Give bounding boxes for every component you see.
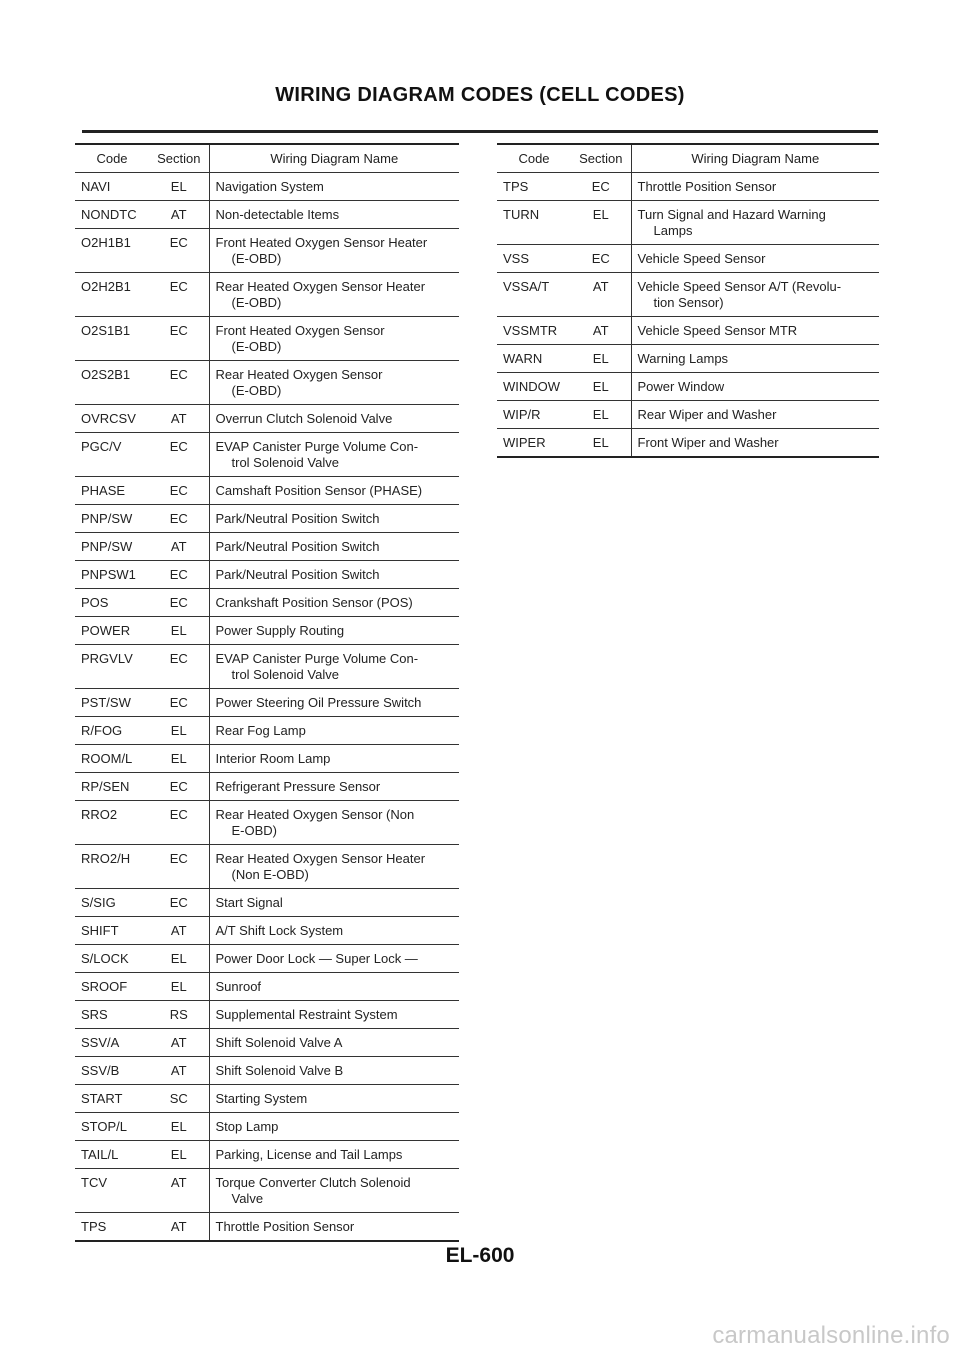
diagram-name-line: Lamps	[653, 223, 693, 238]
cell-diagram-name	[209, 361, 459, 405]
cell-code: S/SIG	[75, 889, 149, 917]
table-row	[75, 1057, 459, 1085]
table-row	[75, 1141, 459, 1169]
table-row	[75, 433, 459, 477]
table-row	[75, 317, 459, 361]
cell-diagram-name	[209, 433, 459, 477]
codes-table-right	[497, 143, 879, 458]
cell-diagram-name	[209, 273, 459, 317]
cell-code: TPS	[75, 1213, 149, 1242]
table-row	[497, 245, 879, 273]
table-row	[75, 617, 459, 645]
cell-section: AT	[149, 1169, 209, 1213]
table-header-row	[497, 144, 879, 173]
cell-diagram-name	[209, 1029, 459, 1057]
table-row	[75, 945, 459, 973]
table-row	[75, 973, 459, 1001]
diagram-name-line: Power Supply Routing	[215, 623, 345, 638]
cell-diagram-name	[209, 317, 459, 361]
diagram-name-line: Rear Fog Lamp	[215, 723, 306, 738]
cell-code: WINDOW	[497, 373, 571, 401]
diagram-name-line: Rear Heated Oxygen Sensor	[215, 367, 383, 382]
diagram-name-line: (E-OBD)	[231, 295, 282, 310]
table-row	[75, 645, 459, 689]
cell-section: EC	[149, 689, 209, 717]
cell-code: O2H2B1	[75, 273, 149, 317]
cell-diagram-name	[209, 405, 459, 433]
cell-diagram-name	[209, 745, 459, 773]
table-row	[497, 429, 879, 458]
cell-code: R/FOG	[75, 717, 149, 745]
diagram-name-line: Power Door Lock — Super Lock —	[215, 951, 418, 966]
table-row	[497, 317, 879, 345]
cell-diagram-name	[631, 201, 879, 245]
diagram-name-line: EVAP Canister Purge Volume Con-	[215, 651, 419, 666]
header-code: Code	[497, 144, 571, 173]
diagram-name-line: Power Window	[637, 379, 725, 394]
diagram-name-line: Vehicle Speed Sensor MTR	[637, 323, 798, 338]
table-row	[75, 689, 459, 717]
diagram-name-line: E-OBD)	[231, 823, 277, 838]
cell-section: EL	[149, 945, 209, 973]
cell-section: EL	[149, 745, 209, 773]
table-row	[75, 1001, 459, 1029]
diagram-name-line: Stop Lamp	[215, 1119, 279, 1134]
cell-code: NAVI	[75, 173, 149, 201]
table-row	[497, 345, 879, 373]
diagram-name-line: Supplemental Restraint System	[215, 1007, 398, 1022]
cell-code: NONDTC	[75, 201, 149, 229]
cell-section: EC	[149, 645, 209, 689]
header-name: Wiring Diagram Name	[631, 144, 879, 173]
diagram-name-line: Warning Lamps	[637, 351, 729, 366]
table-row	[497, 373, 879, 401]
cell-diagram-name	[631, 173, 879, 201]
diagram-name-line: Rear Heated Oxygen Sensor Heater	[215, 279, 426, 294]
cell-diagram-name	[209, 1001, 459, 1029]
cell-section: RS	[149, 1001, 209, 1029]
cell-section: EC	[149, 477, 209, 505]
cell-code: VSSA/T	[497, 273, 571, 317]
cell-diagram-name	[209, 173, 459, 201]
cell-diagram-name	[209, 1085, 459, 1113]
cell-diagram-name	[209, 589, 459, 617]
codes-table-left	[75, 143, 459, 1242]
diagram-name-line: Turn Signal and Hazard Warning	[637, 207, 826, 222]
diagram-name-line: Shift Solenoid Valve A	[215, 1035, 343, 1050]
diagram-name-line: Torque Converter Clutch Solenoid	[215, 1175, 411, 1190]
cell-diagram-name	[631, 429, 879, 458]
cell-section: EC	[149, 561, 209, 589]
diagram-name-line: Overrun Clutch Solenoid Valve	[215, 411, 393, 426]
cell-diagram-name	[209, 1057, 459, 1085]
diagram-name-line: Start Signal	[215, 895, 283, 910]
cell-section: EC	[571, 173, 631, 201]
diagram-name-line: Park/Neutral Position Switch	[215, 539, 380, 554]
diagram-name-line: Front Wiper and Washer	[637, 435, 779, 450]
header-name: Wiring Diagram Name	[209, 144, 459, 173]
cell-section: EC	[149, 589, 209, 617]
cell-diagram-name	[631, 273, 879, 317]
cell-diagram-name	[209, 773, 459, 801]
table-row	[75, 173, 459, 201]
cell-diagram-name	[209, 561, 459, 589]
cell-diagram-name	[631, 245, 879, 273]
table-row	[497, 273, 879, 317]
cell-code: VSSMTR	[497, 317, 571, 345]
diagram-name-line: Vehicle Speed Sensor	[637, 251, 766, 266]
cell-code: SROOF	[75, 973, 149, 1001]
cell-code: TURN	[497, 201, 571, 245]
cell-diagram-name	[209, 801, 459, 845]
cell-code: VSS	[497, 245, 571, 273]
cell-diagram-name	[209, 717, 459, 745]
table-row	[75, 273, 459, 317]
header-section: Section	[149, 144, 209, 173]
cell-code: PHASE	[75, 477, 149, 505]
cell-section: AT	[149, 917, 209, 945]
table-row	[75, 801, 459, 845]
diagram-name-line: Refrigerant Pressure Sensor	[215, 779, 381, 794]
cell-code: TAIL/L	[75, 1141, 149, 1169]
cell-code: ROOM/L	[75, 745, 149, 773]
cell-code: PRGVLV	[75, 645, 149, 689]
cell-code: S/LOCK	[75, 945, 149, 973]
diagram-name-line: Non-detectable Items	[215, 207, 340, 222]
cell-code: POS	[75, 589, 149, 617]
cell-code: PNP/SW	[75, 533, 149, 561]
diagram-name-line: Parking, License and Tail Lamps	[215, 1147, 403, 1162]
table-row	[75, 773, 459, 801]
cell-section: EL	[149, 173, 209, 201]
cell-section: EC	[149, 505, 209, 533]
cell-diagram-name	[209, 1113, 459, 1141]
diagram-name-line: EVAP Canister Purge Volume Con-	[215, 439, 419, 454]
cell-diagram-name	[209, 229, 459, 273]
cell-diagram-name	[209, 845, 459, 889]
cell-diagram-name	[631, 373, 879, 401]
cell-code: WIPER	[497, 429, 571, 458]
cell-section: EC	[149, 433, 209, 477]
table-row	[75, 533, 459, 561]
cell-section: AT	[149, 533, 209, 561]
cell-diagram-name	[209, 973, 459, 1001]
cell-code: O2H1B1	[75, 229, 149, 273]
cell-section: AT	[571, 273, 631, 317]
diagram-name-line: A/T Shift Lock System	[215, 923, 344, 938]
cell-section: AT	[149, 1213, 209, 1242]
table-body-left	[75, 173, 459, 1242]
table-body-right	[497, 173, 879, 458]
table-row	[75, 845, 459, 889]
cell-diagram-name	[631, 317, 879, 345]
cell-section: SC	[149, 1085, 209, 1113]
diagram-name-line: Camshaft Position Sensor (PHASE)	[215, 483, 423, 498]
cell-code: RRO2/H	[75, 845, 149, 889]
table-row	[75, 589, 459, 617]
cell-section: EL	[149, 973, 209, 1001]
table-row	[75, 405, 459, 433]
cell-code: PNPSW1	[75, 561, 149, 589]
cell-section: EL	[571, 345, 631, 373]
cell-section: EC	[149, 273, 209, 317]
cell-diagram-name	[631, 345, 879, 373]
diagram-name-line: Power Steering Oil Pressure Switch	[215, 695, 422, 710]
table-row	[75, 1113, 459, 1141]
watermark: carmanualsonline.info	[712, 1322, 950, 1349]
cell-diagram-name	[209, 617, 459, 645]
diagram-name-line: Rear Heated Oxygen Sensor (Non	[215, 807, 415, 822]
cell-section: EL	[571, 401, 631, 429]
cell-section: EL	[571, 373, 631, 401]
cell-code: PST/SW	[75, 689, 149, 717]
cell-diagram-name	[209, 645, 459, 689]
table-row	[75, 917, 459, 945]
cell-diagram-name	[209, 201, 459, 229]
diagram-name-line: trol Solenoid Valve	[231, 455, 339, 470]
cell-section: EC	[149, 773, 209, 801]
title-rule	[82, 130, 878, 133]
cell-section: EC	[149, 361, 209, 405]
cell-section: EL	[149, 717, 209, 745]
diagram-name-line: trol Solenoid Valve	[231, 667, 339, 682]
diagram-name-line: Navigation System	[215, 179, 324, 194]
cell-code: SSV/B	[75, 1057, 149, 1085]
cell-code: PNP/SW	[75, 505, 149, 533]
cell-diagram-name	[209, 533, 459, 561]
cell-code: SSV/A	[75, 1029, 149, 1057]
cell-code: WARN	[497, 345, 571, 373]
table-row	[497, 401, 879, 429]
cell-diagram-name	[209, 505, 459, 533]
cell-diagram-name	[209, 1213, 459, 1242]
cell-code: START	[75, 1085, 149, 1113]
cell-section: EL	[149, 1113, 209, 1141]
table-header-row	[75, 144, 459, 173]
cell-code: PGC/V	[75, 433, 149, 477]
cell-diagram-name	[209, 477, 459, 505]
table-row	[75, 1085, 459, 1113]
cell-code: RP/SEN	[75, 773, 149, 801]
table-row	[497, 201, 879, 245]
table-row	[75, 717, 459, 745]
table-row	[497, 173, 879, 201]
diagram-name-line: (E-OBD)	[231, 251, 282, 266]
cell-section: AT	[149, 1057, 209, 1085]
cell-section: AT	[571, 317, 631, 345]
cell-section: EC	[571, 245, 631, 273]
diagram-name-line: Throttle Position Sensor	[215, 1219, 355, 1234]
diagram-name-line: Shift Solenoid Valve B	[215, 1063, 344, 1078]
cell-code: O2S2B1	[75, 361, 149, 405]
table-row	[75, 561, 459, 589]
diagram-name-line: (E-OBD)	[231, 339, 282, 354]
diagram-name-line: Interior Room Lamp	[215, 751, 331, 766]
diagram-name-line: Throttle Position Sensor	[637, 179, 777, 194]
page-number: EL-600	[445, 1244, 515, 1267]
header-section: Section	[571, 144, 631, 173]
table-row	[75, 745, 459, 773]
table-row	[75, 361, 459, 405]
diagram-name-line: tion Sensor)	[653, 295, 724, 310]
cell-section: AT	[149, 201, 209, 229]
header-code: Code	[75, 144, 149, 173]
cell-code: TPS	[497, 173, 571, 201]
cell-diagram-name	[209, 945, 459, 973]
diagram-name-line: Valve	[231, 1191, 264, 1206]
diagram-name-line: Vehicle Speed Sensor A/T (Revolu-	[637, 279, 842, 294]
table-row	[75, 1169, 459, 1213]
table-row	[75, 1029, 459, 1057]
page-title: WIRING DIAGRAM CODES (CELL CODES)	[275, 84, 685, 106]
diagram-name-line: Rear Wiper and Washer	[637, 407, 777, 422]
diagram-name-line: Crankshaft Position Sensor (POS)	[215, 595, 413, 610]
table-row	[75, 229, 459, 273]
cell-section: EC	[149, 801, 209, 845]
table-row	[75, 505, 459, 533]
cell-code: RRO2	[75, 801, 149, 845]
table-row	[75, 477, 459, 505]
cell-section: EL	[149, 1141, 209, 1169]
cell-code: TCV	[75, 1169, 149, 1213]
table-row	[75, 201, 459, 229]
diagram-name-line: Front Heated Oxygen Sensor Heater	[215, 235, 428, 250]
cell-code: WIP/R	[497, 401, 571, 429]
cell-diagram-name	[209, 889, 459, 917]
cell-diagram-name	[631, 401, 879, 429]
cell-code: SHIFT	[75, 917, 149, 945]
cell-code: POWER	[75, 617, 149, 645]
cell-code: OVRCSV	[75, 405, 149, 433]
table-row	[75, 1213, 459, 1242]
cell-section: AT	[149, 1029, 209, 1057]
cell-diagram-name	[209, 1141, 459, 1169]
diagram-name-line: (Non E-OBD)	[231, 867, 309, 882]
cell-section: AT	[149, 405, 209, 433]
cell-diagram-name	[209, 1169, 459, 1213]
cell-section: EL	[149, 617, 209, 645]
cell-section: EL	[571, 429, 631, 458]
cell-code: STOP/L	[75, 1113, 149, 1141]
cell-diagram-name	[209, 689, 459, 717]
cell-section: EC	[149, 889, 209, 917]
cell-diagram-name	[209, 917, 459, 945]
diagram-name-line: Starting System	[215, 1091, 308, 1106]
diagram-name-line: Rear Heated Oxygen Sensor Heater	[215, 851, 426, 866]
table-row	[75, 889, 459, 917]
cell-code: SRS	[75, 1001, 149, 1029]
diagram-name-line: Park/Neutral Position Switch	[215, 567, 380, 582]
diagram-name-line: Park/Neutral Position Switch	[215, 511, 380, 526]
diagram-name-line: Front Heated Oxygen Sensor	[215, 323, 385, 338]
cell-section: EL	[571, 201, 631, 245]
cell-section: EC	[149, 845, 209, 889]
diagram-name-line: Sunroof	[215, 979, 262, 994]
cell-section: EC	[149, 229, 209, 273]
cell-section: EC	[149, 317, 209, 361]
diagram-name-line: (E-OBD)	[231, 383, 282, 398]
cell-code: O2S1B1	[75, 317, 149, 361]
